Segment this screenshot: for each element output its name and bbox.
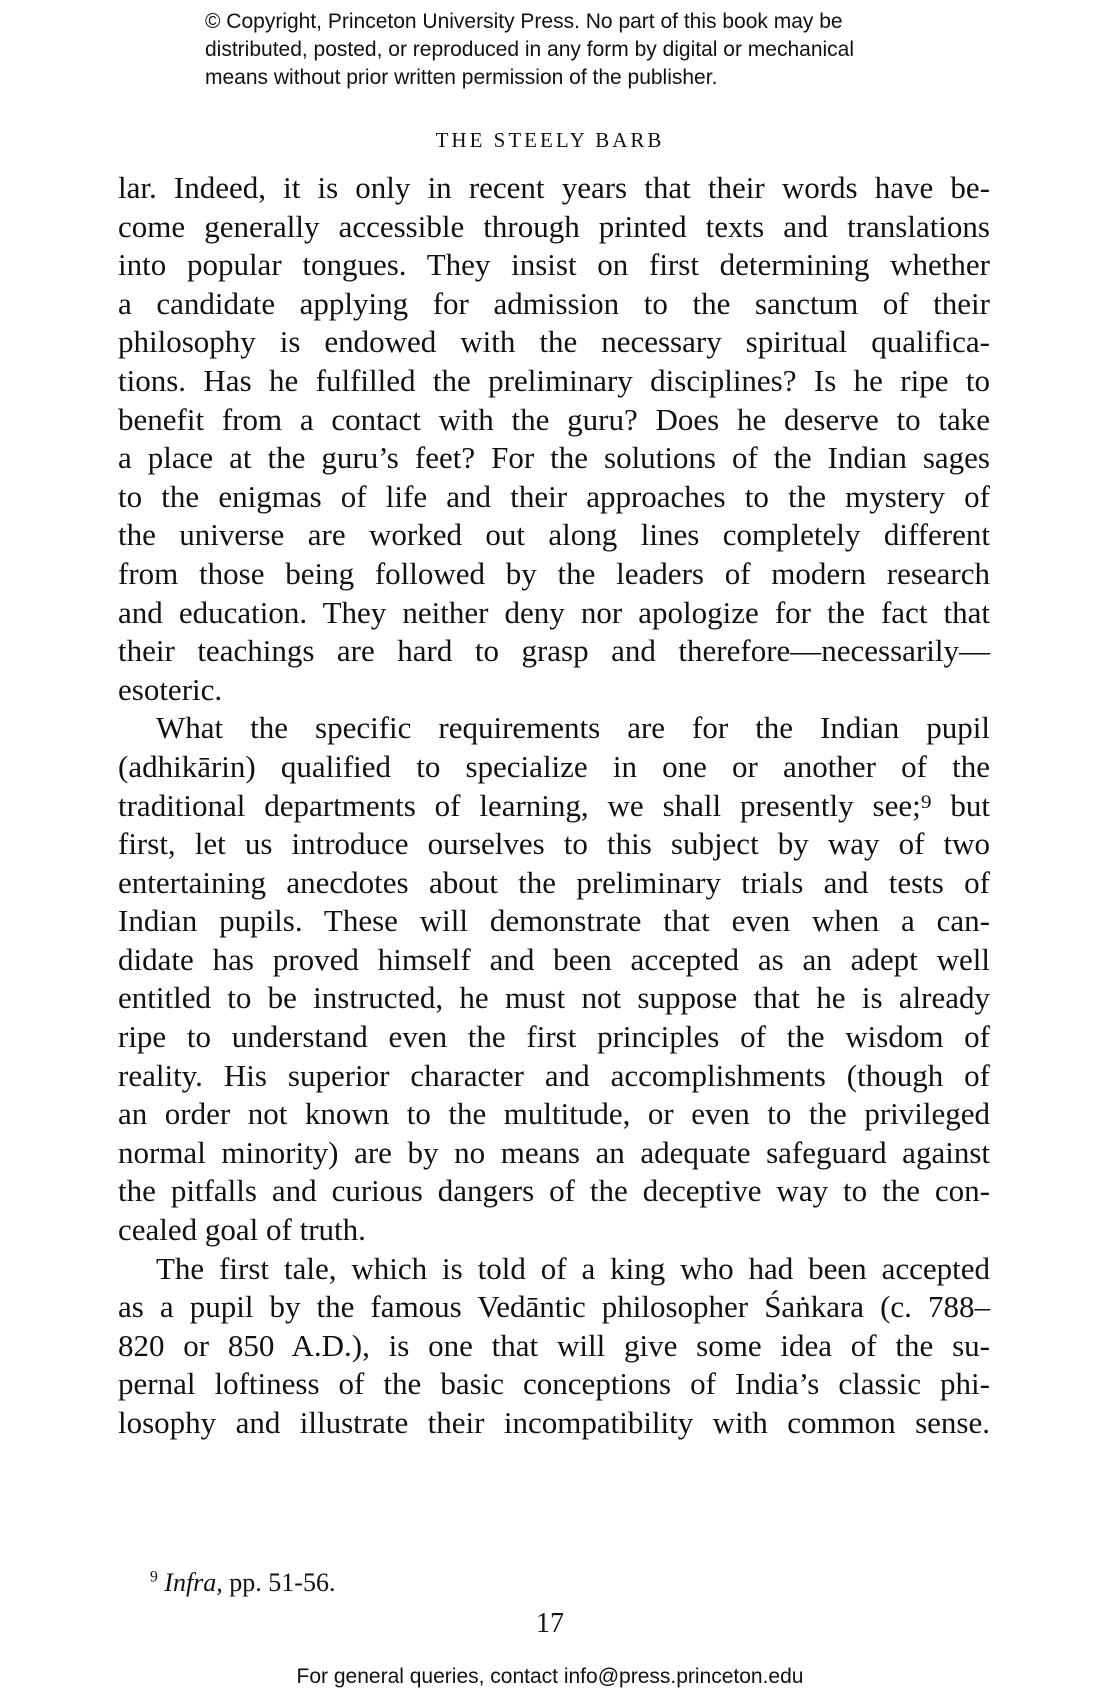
text-line: losophy and illustrate their incompatibility with common sense. bbox=[118, 1405, 990, 1440]
text-line: Indian pupils. These will demonstrate that even when a can- bbox=[118, 903, 990, 939]
text-line: pernal loftiness of the basic conceptions of India’s classic phi- bbox=[118, 1366, 990, 1402]
text-line: as a pupil by the famous Vedāntic philosopher Śaṅkara (c. 788– bbox=[118, 1289, 990, 1325]
text-line: 820 or 850 A.D.), is one that will give some idea of the su- bbox=[118, 1327, 990, 1363]
text-line: tions. Has he fulfilled the preliminary disciplines? Is he ripe to bbox=[118, 362, 990, 398]
footnote-text: pp. 51-56. bbox=[222, 1568, 336, 1597]
text-line: a place at the guru’s feet? For the solutions of the Indian sages bbox=[118, 440, 990, 476]
text-line: from those being followed by the leaders of modern research bbox=[118, 555, 990, 591]
running-head: THE STEELY BARB bbox=[435, 128, 665, 152]
text-line: benefit from a contact with the guru? Does he deserve to take bbox=[118, 401, 990, 437]
copyright-notice bbox=[205, 8, 965, 92]
copyright-line-1: © Copyright, Princeton University Press. No part of this book may be bbox=[205, 10, 843, 33]
text-line: What the specific requirements are for the Indian pupil bbox=[156, 710, 990, 746]
text-line: into popular tongues. They insist on first determining whether bbox=[118, 247, 990, 283]
footnote-italic: Infra, bbox=[164, 1568, 223, 1597]
text-line: the universe are worked out along lines completely different bbox=[118, 517, 990, 553]
text-line: come generally accessible through printed texts and translations bbox=[118, 208, 990, 244]
text-line: and education. They neither deny nor apologize for the fact that bbox=[118, 594, 990, 630]
text-line: the pitfalls and curious dangers of the deceptive way to the con- bbox=[118, 1173, 990, 1209]
text-line: traditional departments of learning, we shall presently see;⁹ but bbox=[118, 787, 990, 823]
page-number: 17 bbox=[536, 1608, 564, 1639]
text-line: philosophy is endowed with the necessary spiritual qualifica- bbox=[118, 324, 990, 360]
text-line: The first tale, which is told of a king who had been accepted bbox=[156, 1250, 990, 1286]
text-line: ripe to understand even the first principles of the wisdom of bbox=[118, 1019, 990, 1055]
text-line: normal minority) are by no means an adequate safeguard against bbox=[118, 1134, 990, 1170]
text-line: to the enigmas of life and their approaches to the mystery of bbox=[118, 478, 990, 514]
text-line: cealed goal of truth. bbox=[118, 1212, 366, 1248]
footnote bbox=[150, 1568, 335, 1598]
footnote-marker: 9 bbox=[150, 1568, 158, 1586]
text-line: entitled to be instructed, he must not suppose that he is already bbox=[118, 980, 990, 1016]
text-line: entertaining anecdotes about the preliminary trials and tests of bbox=[118, 864, 990, 900]
text-line: an order not known to the multitude, or even to the privileged bbox=[118, 1096, 990, 1132]
text-line: (adhikārin) qualified to specialize in one or another of the bbox=[118, 748, 990, 784]
copyright-line-3: means without prior written permission of the publisher. bbox=[205, 66, 718, 89]
contact-line: For general queries, contact info@press.princeton.edu bbox=[296, 1665, 804, 1688]
text-line: a candidate applying for admission to the sanctum of their bbox=[118, 285, 990, 321]
text-line: esoteric. bbox=[118, 671, 223, 707]
text-line: first, let us introduce ourselves to this subject by way of two bbox=[118, 826, 990, 862]
body-text bbox=[118, 169, 990, 1443]
text-line: their teachings are hard to grasp and therefore—necessarily— bbox=[118, 633, 990, 669]
copyright-line-2: distributed, posted, or reproduced in any form by digital or mechanical bbox=[205, 38, 855, 61]
text-line: didate has proved himself and been accepted as an adept well bbox=[118, 941, 990, 977]
text-line: reality. His superior character and accomplishments (though of bbox=[118, 1057, 990, 1093]
text-line: lar. Indeed, it is only in recent years that their words have be- bbox=[118, 170, 990, 205]
